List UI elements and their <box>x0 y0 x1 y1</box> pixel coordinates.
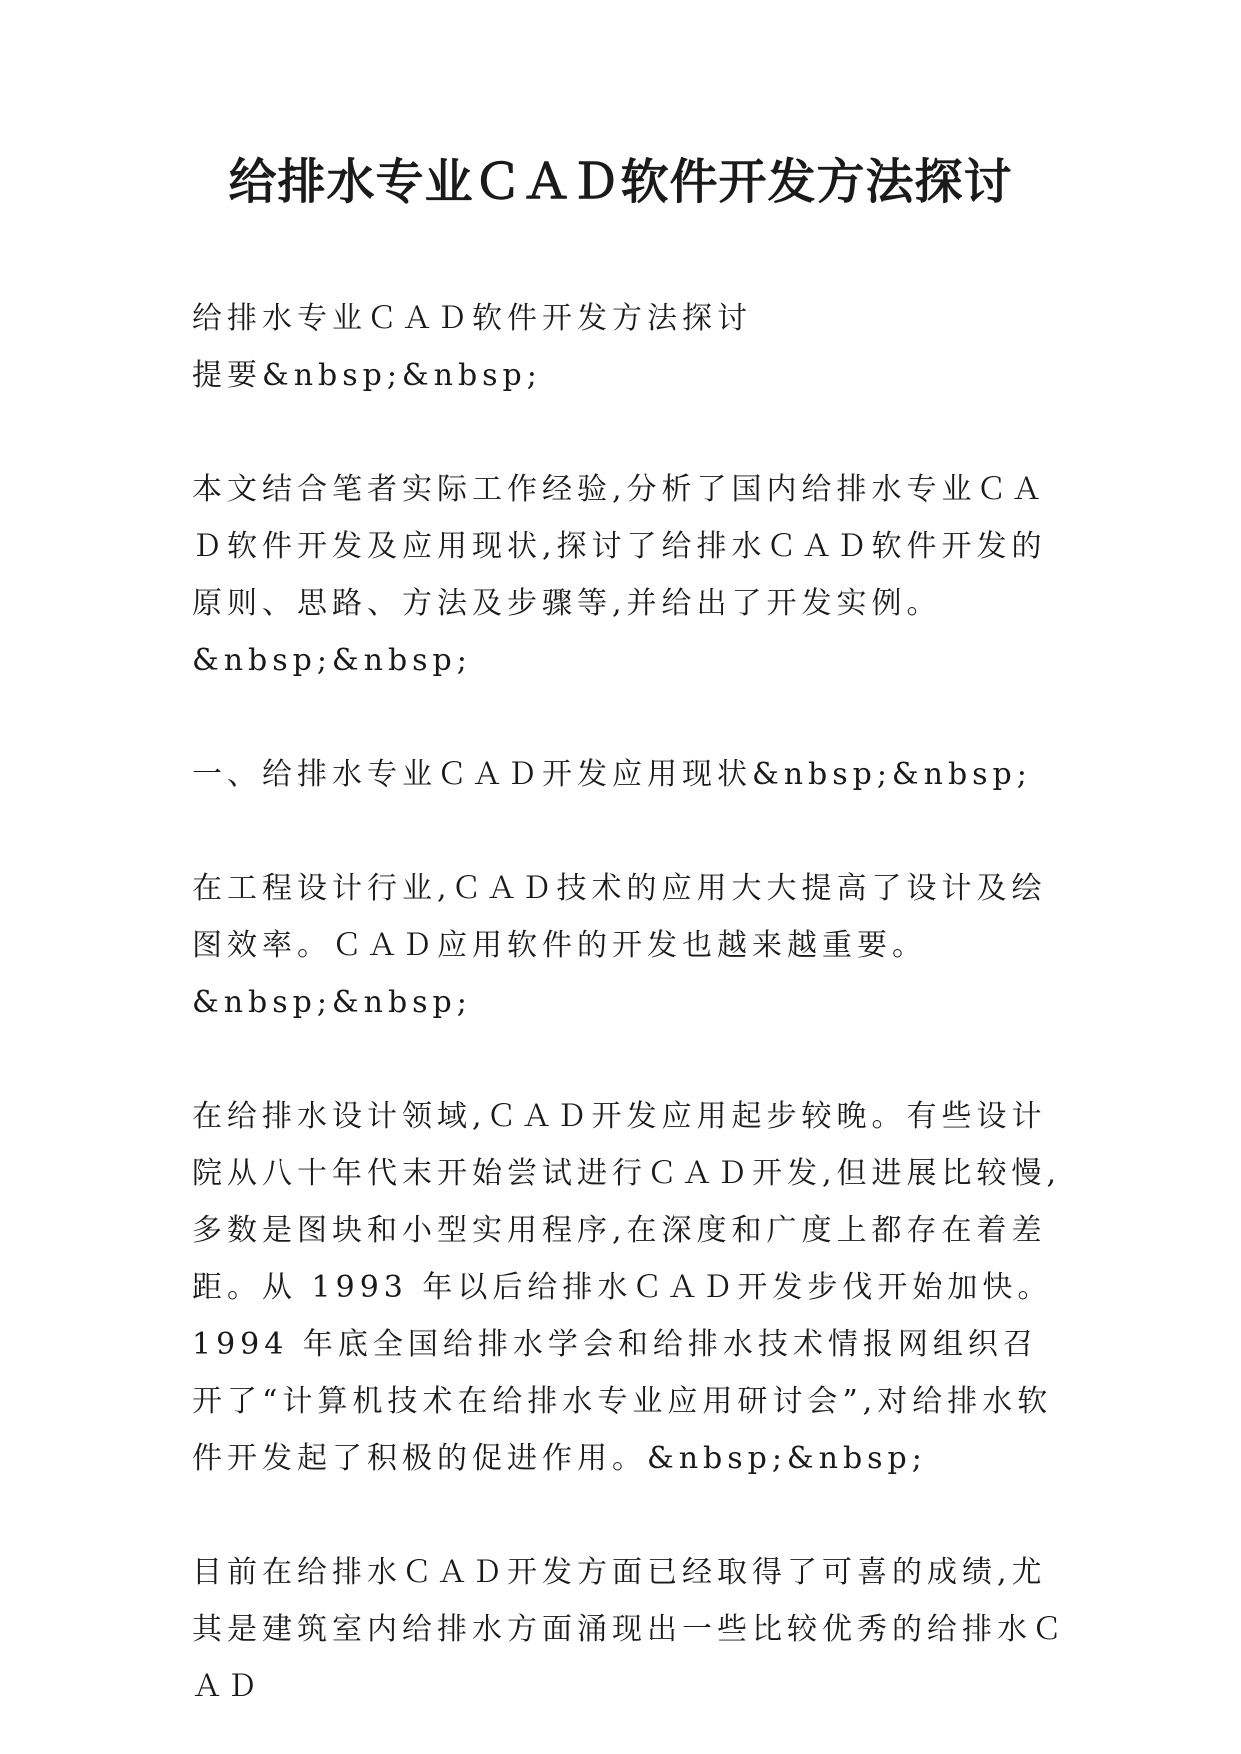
paragraph-current: 目前在给排水ＣＡＤ开发方面已经取得了可喜的成绩,尤其是建筑室内给排水方面涌现出一些比较优秀的给排水ＣＡＤ <box>192 1555 1067 1704</box>
document-title: 给排水专业ＣＡＤ软件开发方法探讨 <box>228 154 1013 210</box>
paragraph-history: 在给排水设计领域,ＣＡＤ开发应用起步较晚。有些设计院从八十年代末开始尝试进行ＣＡＤ开发,但进展比较慢,多数是图块和小型实用程序,在深度和广度上都存在着差距。从 1993 年以后给排水ＣＡＤ开发步伐开始加快。1994 年底全国给排水学会和给排水技术情报网组织召开了“计算机技术在给排水专业应用研讨会”,对给排水软件开发起了积极的促进作用。&nbsp;&nbsp; <box>192 1099 1062 1476</box>
paragraph-abstract: 本文结合笔者实际工作经验,分析了国内给排水专业ＣＡＤ软件开发及应用现状,探讨了给排水ＣＡＤ软件开发的原则、思路、方法及步骤等,并给出了开发实例。&nbsp;&nbsp; <box>192 472 1047 678</box>
section-heading-1: 一、给排水专业ＣＡＤ开发应用现状&nbsp;&nbsp; <box>192 757 1032 792</box>
paragraph-abstract-label: 提要&nbsp;&nbsp; <box>192 358 542 393</box>
paragraph-intro: 在工程设计行业,ＣＡＤ技术的应用大大提高了设计及绘图效率。ＣＡＤ应用软件的开发也越来越重要。&nbsp;&nbsp; <box>192 871 1047 1020</box>
document-body <box>192 290 1072 1715</box>
paragraph-subtitle: 给排水专业ＣＡＤ软件开发方法探讨 <box>192 301 752 336</box>
